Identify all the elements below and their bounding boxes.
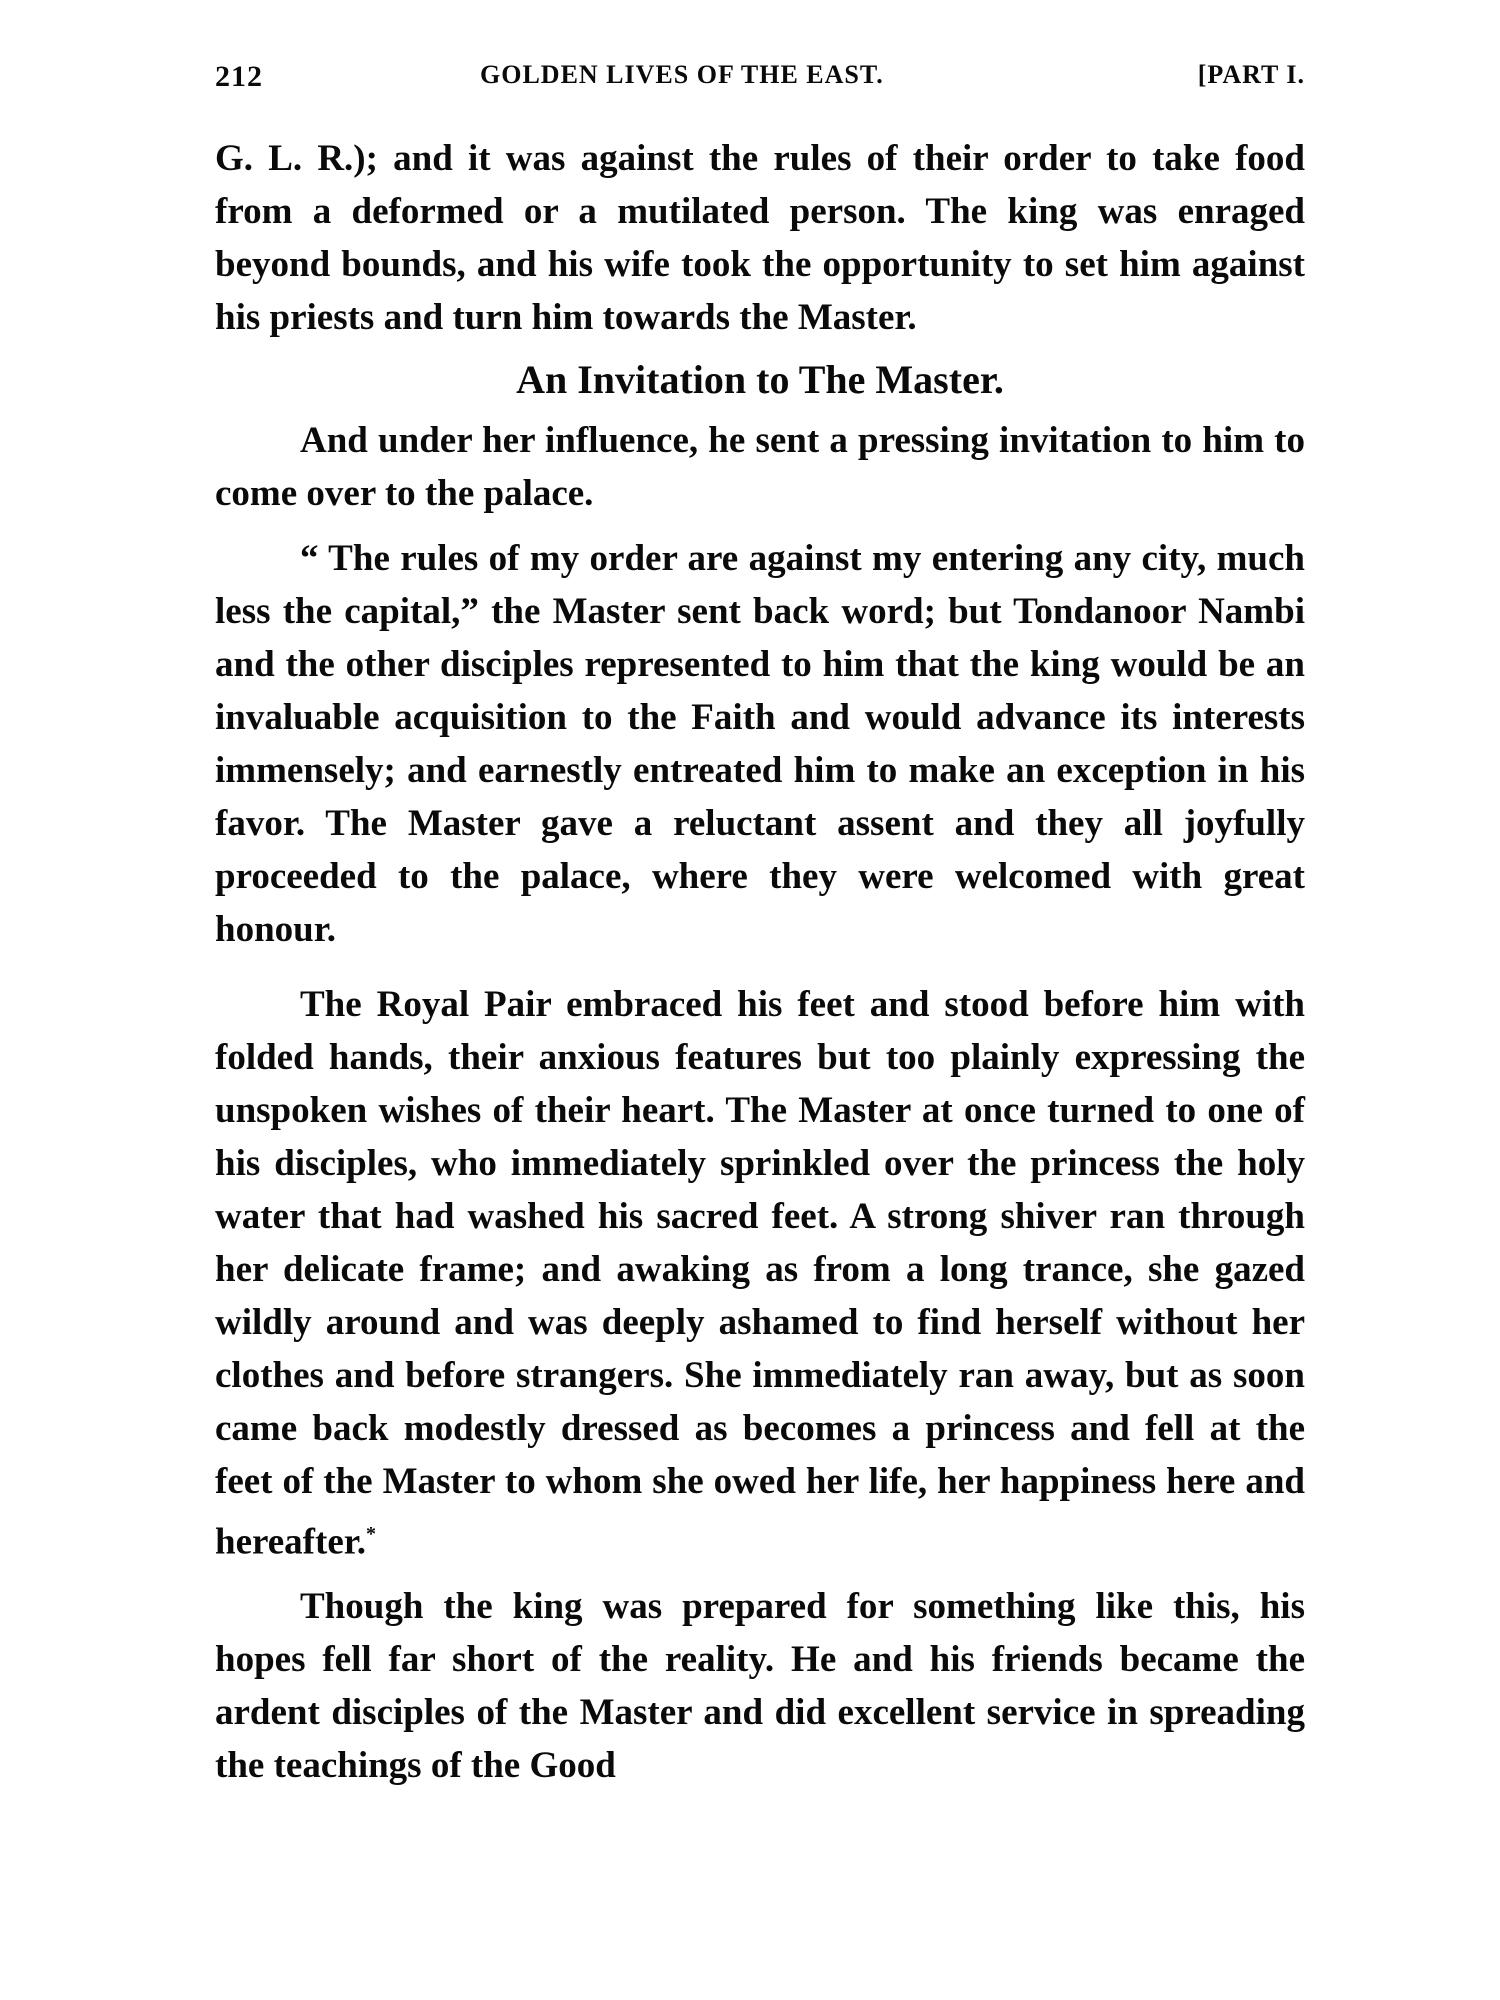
part-label: [PART I. — [1197, 60, 1305, 89]
page-number: 212 — [215, 60, 263, 93]
book-page — [215, 50, 1305, 1792]
footnote-marker: * — [366, 1523, 377, 1545]
page-header — [215, 50, 1305, 102]
paragraph-master-reply: “ The rules of my order are against my entering any city, much less the capital,” the Master sent back word; but Tondanoor Nambi and the other disciples represented to him that the king would be an invaluable acquisition to the Faith and would advance its interests immensely; and earnestly entreated him to make an exception in his favor. The Master gave a reluctant assent and they all joyfully proceeded to the palace, where they were welcomed with great honour. — [215, 538, 1305, 950]
paragraph-king-disciples: Though the king was prepared for something like this, his hopes fell far short of the reality. He and his friends became the ardent disciples of the Master and did excellent service in spreading the teachings of the Good — [215, 1586, 1305, 1787]
paragraph-royal-pair-text: The Royal Pair embraced his feet and stood before him with folded hands, their anxious features but too plainly expressing the unspoken wishes of their heart. The Master at once turned to one of his disciples, who immediately sprinkled over the princess the holy water that had washed his sacred feet. A strong shiver ran through her delicate frame; and awaking as from a long trance, she gazed wildly around and was deeply ashamed to find herself without her clothes and before strangers. She immediately ran away, but as soon came back modestly dressed as becomes a princess and fell at the feet of the Master to whom she owed her life, her happiness here and hereafter. — [215, 984, 1305, 1563]
paragraph-royal-pair — [215, 978, 1305, 1568]
running-title: GOLDEN LIVES OF THE EAST. — [480, 60, 884, 89]
section-heading: An Invitation to The Master. — [516, 357, 1004, 402]
paragraph-invitation: And under her influence, he sent a pressing invitation to him to come over to the palace. — [215, 420, 1305, 514]
paragraph-continuation: G. L. R.); and it was against the rules of their order to take food from a deformed or a mutilated person. The king was enraged beyond bounds, and his wife took the opportunity to set him against his priests and turn him towards the Master. — [215, 138, 1305, 338]
